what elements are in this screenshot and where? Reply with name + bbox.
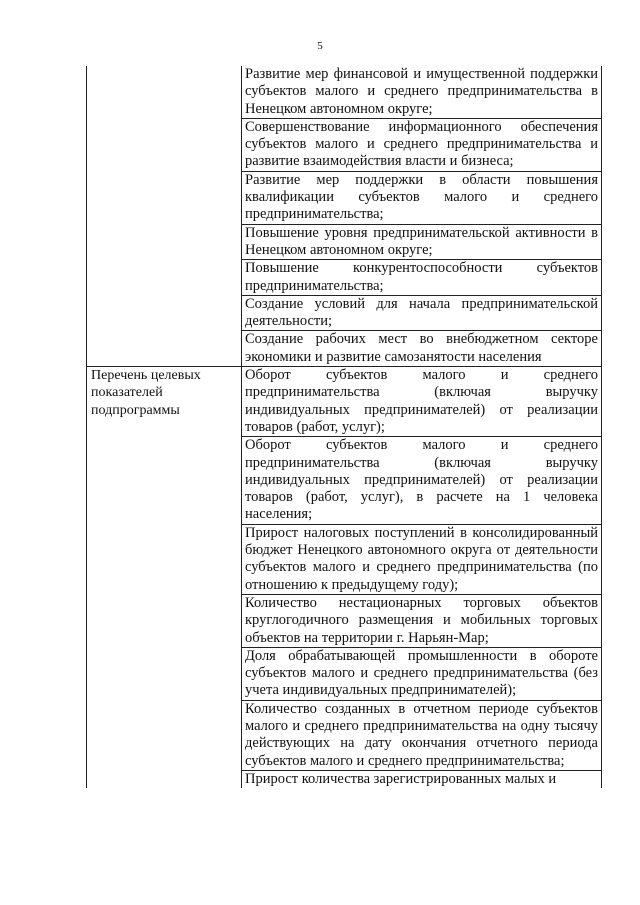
program-passport-table [86,66,602,788]
row-label-indicators [87,367,242,789]
row-label-line: Перечень целевых [91,368,201,384]
page-number: 5 [317,40,323,52]
table-row-tasks [87,66,602,367]
row-label-line: подпрограммы [91,402,180,418]
row-label-line: показателей [91,385,163,401]
table-row-indicators [87,367,602,789]
list-item: Оборот субъектов малого и среднего предпринимательства (включая выручку индивидуальных предпринимателей) от реализации товаров (работ, услуг); [242,367,601,437]
list-item: Количество созданных в отчетном периоде субъектов малого и среднего предпринимательства на одну тысячу действующих на дату окончания отчетного периода субъектов малого и среднего предпринимательства; [242,701,601,771]
list-item: Совершенствование информационного обеспечения субъектов малого и среднего предпринимательства и развитие взаимодействия власти и бизнеса; [242,119,601,172]
list-item: Развитие мер поддержки в области повышения квалификации субъектов малого и среднего предпринимательства; [242,172,601,225]
row-label-empty [87,66,242,367]
list-item: Создание рабочих мест во внебюджетном секторе экономики и развитие самозанятости населения [245,331,598,365]
list-item: Прирост налоговых поступлений в консолидированный бюджет Ненецкого автономного округа от деятельности субъектов малого и среднего предпринимательства (по отношению к предыдущему году); [242,525,601,595]
list-item: Доля обрабатывающей промышленности в обороте субъектов малого и среднего предпринимательства (без учета индивидуальных предпринимателей); [242,648,601,701]
tasks-cell [242,66,602,367]
list-item: Оборот субъектов малого и среднего предпринимательства (включая выручку индивидуальных предпринимателей) от реализации товаров (работ, услуг), в расчете на 1 человека населения; [242,437,601,524]
list-item: Повышение конкурентоспособности субъектов предпринимательства; [242,260,601,296]
list-item: Создание условий для начала предпринимательской деятельности; [242,296,601,332]
list-item: Количество нестационарных торговых объектов круглогодичного размещения и мобильных торговых объектов на территории г. Нарьян-Мар; [242,595,601,648]
list-item: Развитие мер финансовой и имущественной поддержки субъектов малого и среднего предпринимательства в Ненецком автономном округе; [242,66,601,119]
indicators-cell [242,367,602,789]
list-item: Повышение уровня предпринимательской активности в Ненецком автономном округе; [242,225,601,261]
list-item: Прирост количества зарегистрированных малых и [245,770,557,787]
